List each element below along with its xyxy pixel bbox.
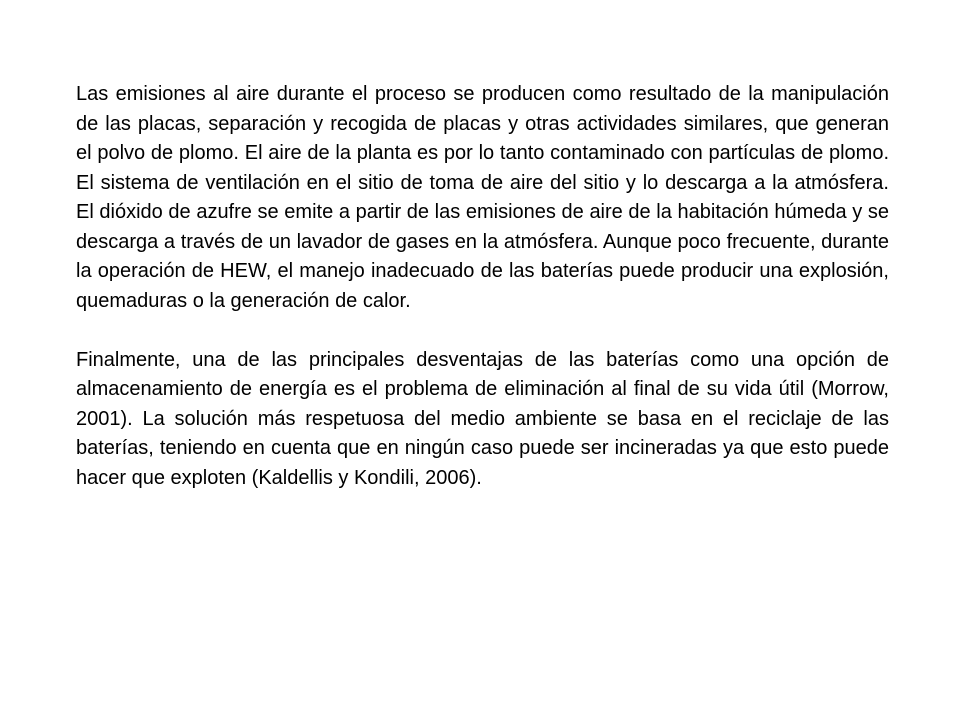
paragraph-emissions: Las emisiones al aire durante el proceso se producen como resultado de la manipulación de las placas, separación y recogida de placas y otras actividades similares, que generan el polvo de plomo. El aire de la planta es por lo tanto contaminado con partículas de plomo. El sistema de ventilación en el sitio de toma de aire del sitio y lo descarga a la atmósfera. El dióxido de azufre se emite a partir de las emisiones de aire de la habitación húmeda y se descarga a través de un lavador de gases en la atmósfera. Aunque poco frecuente, durante la operación de HEW, el manejo inadecuado de las baterías puede producir una explosión, quemaduras o la generación de calor.	[76, 83, 889, 312]
paragraph-disposal: Finalmente, una de las principales desventajas de las baterías como una opción de almacenamiento de energía es el problema de eliminación al final de su vida útil (Morrow, 2001). La solución más respetuosa del medio ambiente se basa en el reciclaje de las baterías, teniendo en cuenta que en ningún caso puede ser incineradas ya que esto puede hacer que exploten (Kaldellis y Kondili, 2006).	[76, 348, 889, 489]
slide-text-body	[76, 80, 889, 493]
